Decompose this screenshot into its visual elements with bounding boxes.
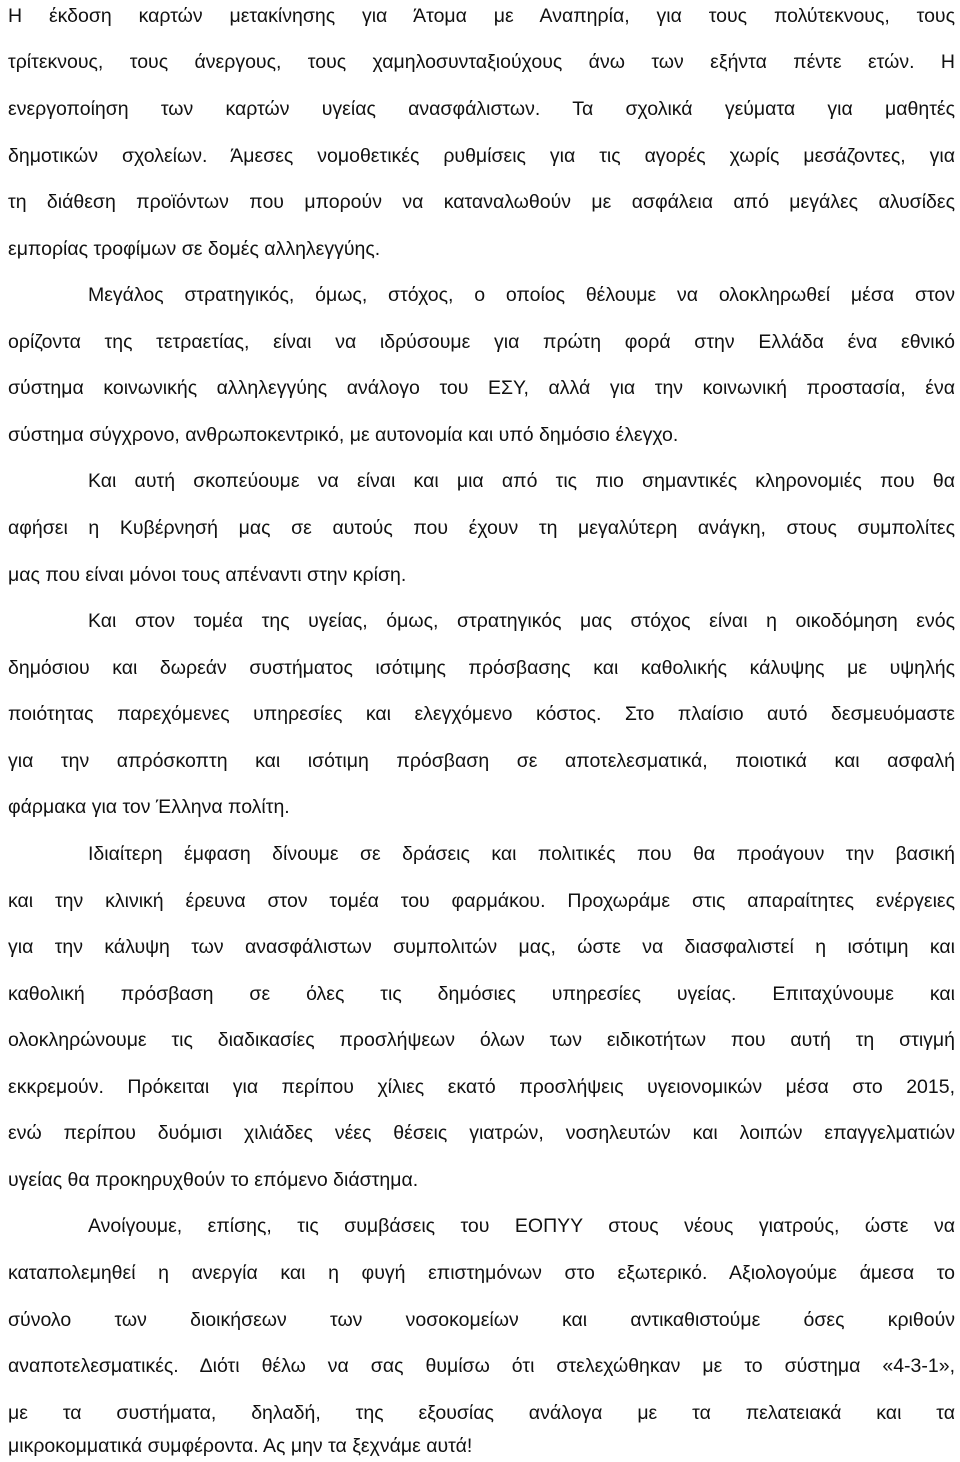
text-line: ορίζοντα της τετραετίας, είναι να ιδρύσουμε για πρώτη φορά στην Ελλάδα ένα εθνικό — [8, 331, 955, 353]
text-line: τρίτεκνους, τους άνεργους, τους χαμηλοσυνταξιούχους άνω των εξήντα πέντε ετών. Η — [8, 51, 955, 73]
text-line: Μεγάλος στρατηγικός, όμως, στόχος, ο οποίος θέλουμε να ολοκληρωθεί μέσα στον — [88, 284, 955, 306]
text-line: φάρμακα για τον Έλληνα πολίτη. — [8, 796, 290, 818]
text-line: για την κάλυψη των ανασφάλιστων συμπολιτών μας, ώστε να διασφαλιστεί η ισότιμη και — [8, 936, 955, 958]
text-line: με τα συστήματα, δηλαδή, της εξουσίας ανάλογα με τα πελατειακά και τα — [8, 1402, 955, 1424]
text-line: μικροκομματικά συμφέροντα. Ας μην τα ξεχνάμε αυτά! — [8, 1435, 473, 1457]
text-line: Ανοίγουμε, επίσης, τις συμβάσεις του ΕΟΠΥΥ στους νέους γιατρούς, ώστε να — [88, 1215, 955, 1237]
text-line: εμπορίας τροφίμων σε δομές αλληλεγγύης. — [8, 238, 381, 260]
text-line: καταπολεμηθεί η ανεργία και η φυγή επιστημόνων στο εξωτερικό. Αξιολογούμε άμεσα το — [8, 1262, 955, 1284]
text-line: αναποτελεσματικές. Διότι θέλω να σας θυμίσω ότι στελεχώθηκαν με το σύστημα «4-3-1», — [8, 1355, 955, 1377]
text-line: ενώ περίπου δυόμισι χιλιάδες νέες θέσεις γιατρών, νοσηλευτών και λοιπών επαγγελματιών — [8, 1122, 955, 1144]
text-line: Και στον τομέα της υγείας, όμως, στρατηγικός μας στόχος είναι η οικοδόμηση ενός — [88, 610, 955, 632]
text-line: και την κλινική έρευνα στον τομέα του φαρμάκου. Προχωράμε στις απαραίτητες ενέργειες — [8, 890, 955, 912]
text-line: Ιδιαίτερη έμφαση δίνουμε σε δράσεις και πολιτικές που θα προάγουν την βασική — [88, 843, 955, 865]
text-line: τη διάθεση προϊόντων που μπορούν να καταναλωθούν με ασφάλεια από μεγάλες αλυσίδες — [8, 191, 955, 213]
text-line: ολοκληρώνουμε τις διαδικασίες προσλήψεων όλων των ειδικοτήτων που αυτή τη στιγμή — [8, 1029, 955, 1051]
text-line: σύστημα σύγχρονο, ανθρωποκεντρικό, με αυτονομία και υπό δημόσιο έλεγχο. — [8, 424, 679, 446]
text-line: Και αυτή σκοπεύουμε να είναι και μια από τις πιο σημαντικές κληρονομιές που θα — [88, 470, 955, 492]
text-line: ενεργοποίηση των καρτών υγείας ανασφάλιστων. Τα σχολικά γεύματα για μαθητές — [8, 98, 955, 120]
text-line: εκκρεμούν. Πρόκειται για περίπου χίλιες εκατό προσλήψεις υγειονομικών μέσα στο 2015, — [8, 1076, 955, 1098]
text-line: Η έκδοση καρτών μετακίνησης για Άτομα με Αναπηρία, για τους πολύτεκνους, τους — [8, 5, 955, 27]
text-line: υγείας θα προκηρυχθούν το επόμενο διάστημα. — [8, 1169, 419, 1191]
text-line: αφήσει η Κυβέρνησή μας σε αυτούς που έχουν τη μεγαλύτερη ανάγκη, στους συμπολίτες — [8, 517, 955, 539]
text-line: σύνολο των διοικήσεων των νοσοκομείων και αντικαθιστούμε όσες κριθούν — [8, 1309, 955, 1331]
text-line: ποιότητας παρεχόμενες υπηρεσίες και ελεγχόμενο κόστος. Στο πλαίσιο αυτό δεσμευόμαστε — [8, 703, 955, 725]
text-line: δημοτικών σχολείων. Άμεσες νομοθετικές ρυθμίσεις για τις αγορές χωρίς μεσάζοντες, για — [8, 145, 955, 167]
text-line: καθολική πρόσβαση σε όλες τις δημόσιες υπηρεσίες υγείας. Επιταχύνουμε και — [8, 983, 955, 1005]
text-line: δημόσιου και δωρεάν συστήματος ισότιμης πρόσβασης και καθολικής κάλυψης με υψηλής — [8, 657, 955, 679]
text-line: σύστημα κοινωνικής αλληλεγγύης ανάλογο του ΕΣΥ, αλλά για την κοινωνική προστασία, ένα — [8, 377, 955, 399]
text-line: μας που είναι μόνοι τους απέναντι στην κρίση. — [8, 564, 407, 586]
text-line: για την απρόσκοπτη και ισότιμη πρόσβαση σε αποτελεσματικά, ποιοτικά και ασφαλή — [8, 750, 955, 772]
